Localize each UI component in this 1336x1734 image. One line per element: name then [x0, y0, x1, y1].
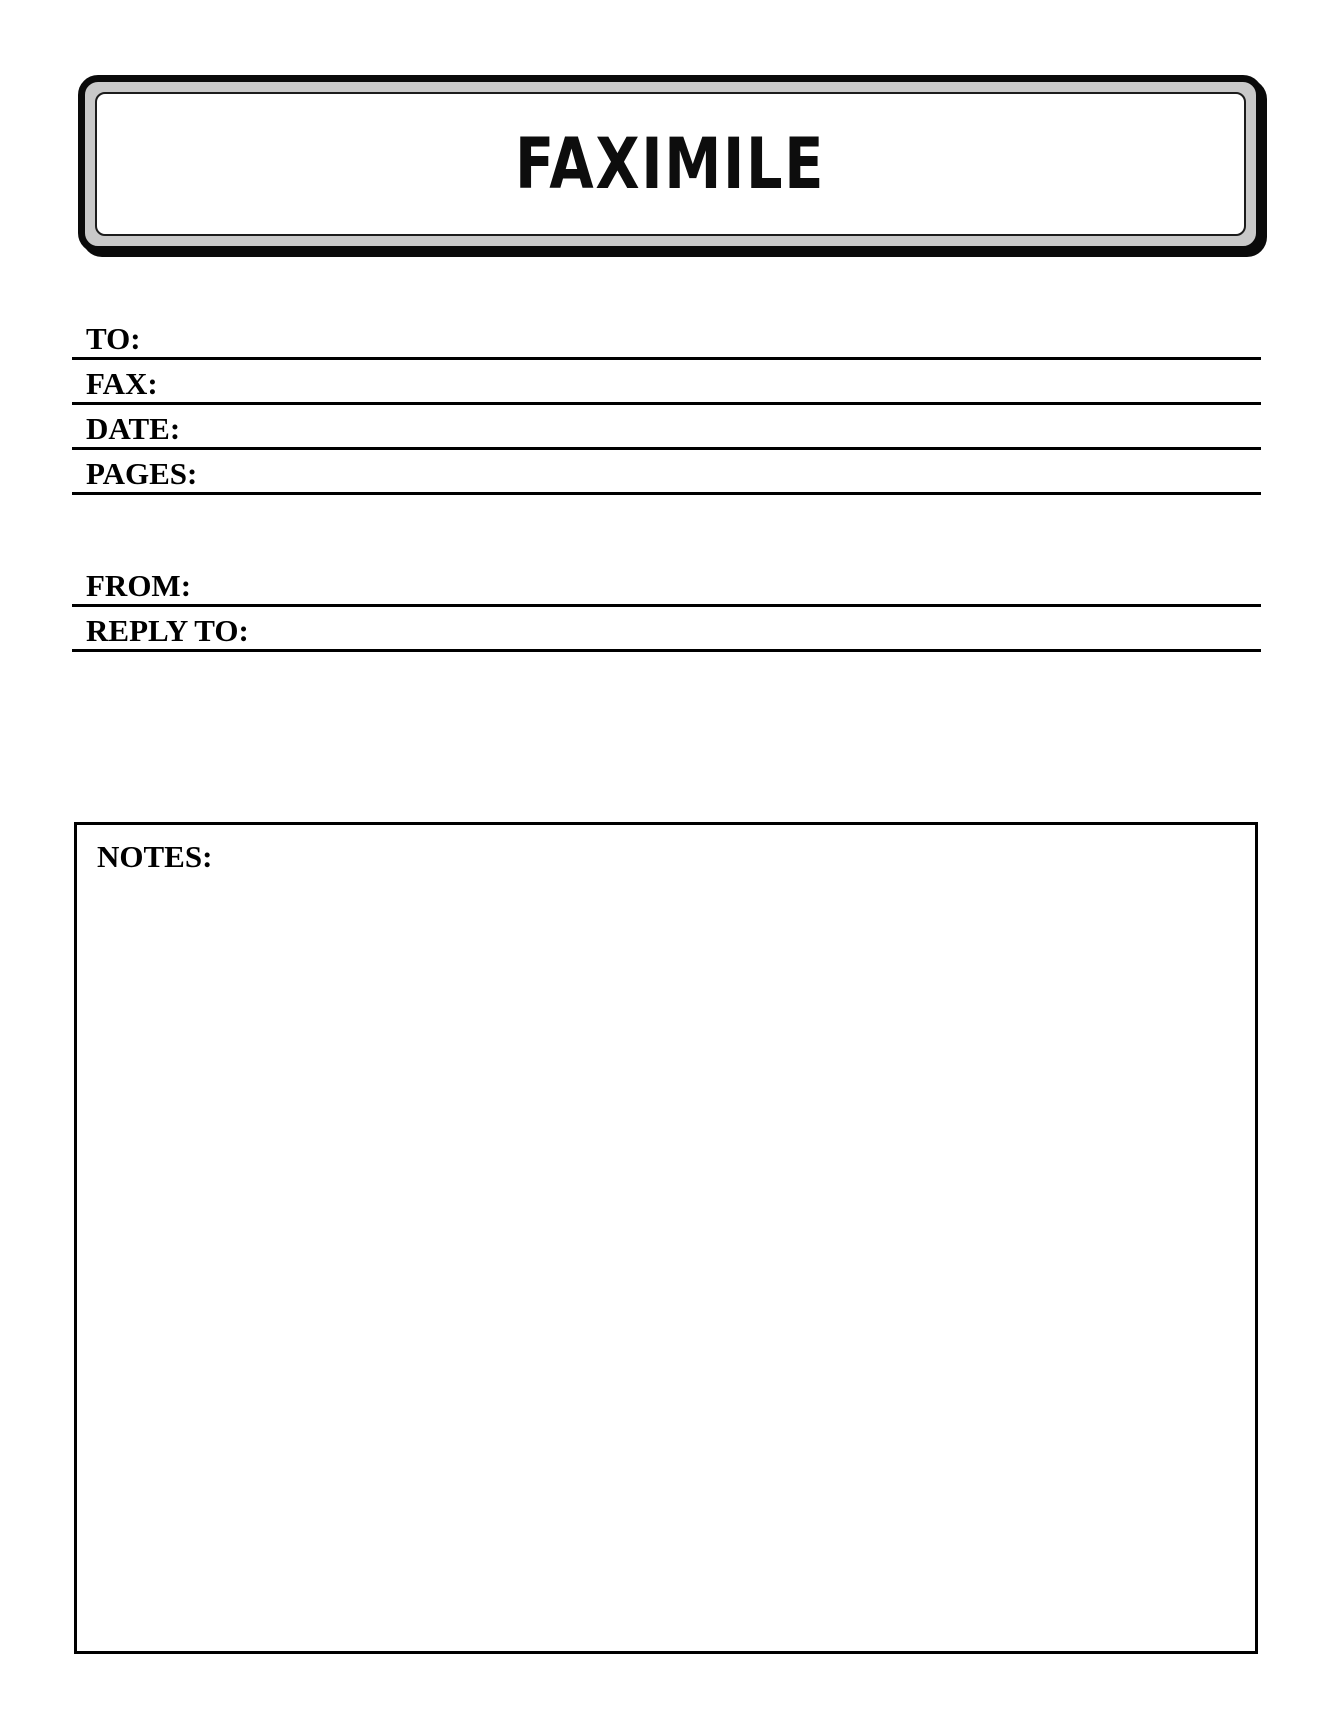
from-label: FROM: [86, 568, 192, 603]
reply-to-label: REPLY TO: [86, 613, 249, 648]
pages-value-line [197, 450, 1261, 489]
header-plate [78, 75, 1263, 253]
notes-label: NOTES: [97, 839, 213, 874]
field-row-date [72, 405, 1261, 450]
reply-to-value-line [249, 607, 1261, 646]
notes-box [74, 822, 1258, 1654]
fax-label: FAX: [86, 366, 158, 401]
fax-value-line [158, 360, 1261, 399]
to-value-line [141, 315, 1261, 354]
page-title: FAXIMILE [515, 123, 826, 205]
from-value-line [191, 562, 1261, 601]
field-row-fax [72, 360, 1261, 405]
form-content [72, 253, 1261, 1654]
recipient-fields [72, 315, 1261, 495]
field-row-from [72, 562, 1261, 607]
date-label: DATE: [86, 411, 181, 446]
field-row-reply-to [72, 607, 1261, 652]
field-row-to [72, 315, 1261, 360]
header-plate-inner [95, 92, 1246, 236]
field-row-pages [72, 450, 1261, 495]
pages-label: PAGES: [86, 456, 198, 491]
sender-fields [72, 562, 1261, 652]
notes-area [97, 872, 1235, 1626]
date-value-line [180, 405, 1261, 444]
to-label: TO: [86, 321, 141, 356]
